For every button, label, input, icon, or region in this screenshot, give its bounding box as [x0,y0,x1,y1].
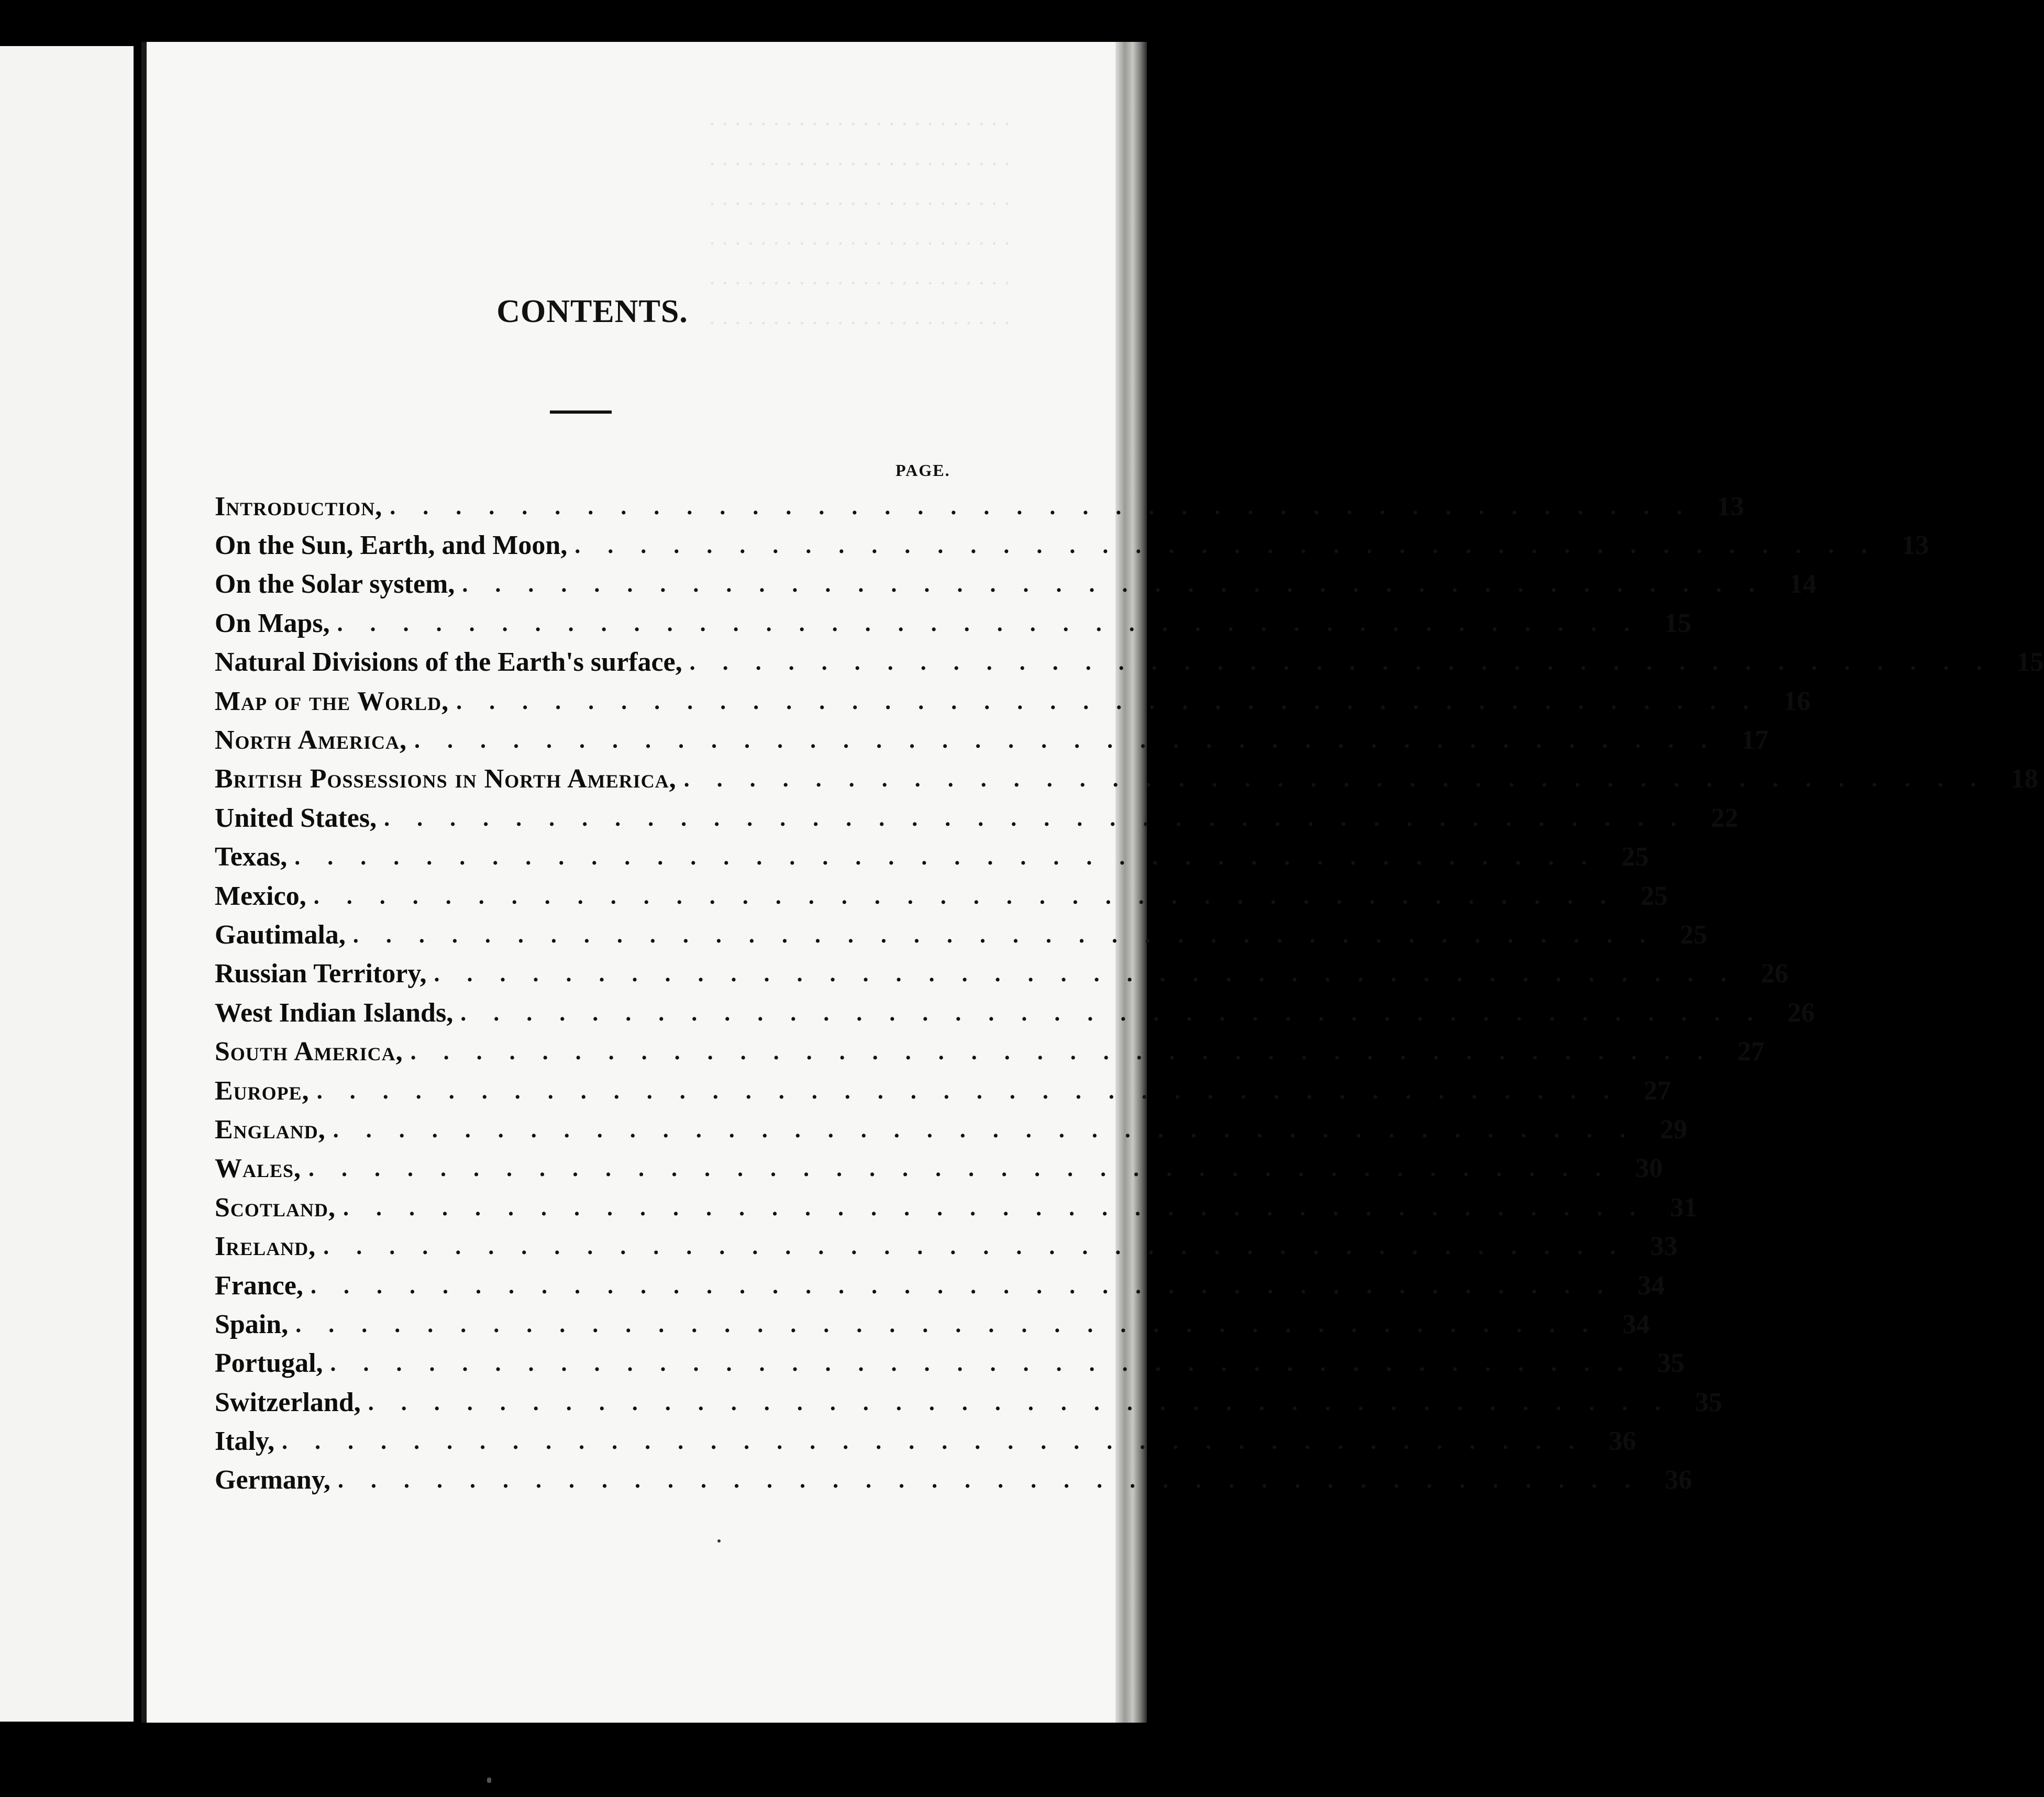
print-speck [717,1539,721,1543]
toc-leader-dots: ........................................ [414,727,1734,753]
toc-leader-dots: ........................................ [333,1116,1653,1142]
toc-entry-label: Wales, [215,1153,302,1184]
toc-page-number: 26 [1761,959,1788,989]
toc-leader-dots: ........................................ [689,649,2009,675]
toc-page-number: 15 [1664,608,1692,638]
toc-leader-dots: ........................................ [384,805,1704,831]
toc-entry [215,1071,1671,1110]
toc-entry-label: Introduction, [215,491,383,522]
page-title: CONTENTS. [496,294,688,329]
toc-entry-label: Map of the World, [215,686,449,716]
toc-entry-label: British Possessions in North America, [215,764,677,794]
toc-entry-label: Portugal, [215,1348,323,1379]
toc-entry [215,1032,1765,1071]
toc-leader-dots: ........................................ [295,1311,1616,1337]
toc-entry-label: Russian Territory, [215,959,427,989]
toc-entry-label: On the Solar system, [215,569,455,600]
toc-leader-dots: ........................................ [434,961,1754,987]
toc-entry-label: Mexico, [215,881,306,911]
toc-entry-label: Scotland, [215,1192,336,1223]
toc-entry-label: Italy, [215,1426,275,1457]
toc-entry-label: North America, [215,725,407,756]
toc-entry [215,643,2044,682]
toc-entry [215,1305,1650,1344]
toc-entry-label: Spain, [215,1309,289,1339]
toc-entry-label: France, [215,1270,303,1301]
toc-leader-dots: ........................................ [460,1000,1781,1026]
toc-page-number: 35 [1695,1387,1722,1417]
toc-leader-dots: ........................................ [390,493,1710,519]
print-speck [487,1778,491,1783]
toc-entry [215,1227,1678,1266]
toc-entry [215,526,1929,564]
toc-entry [215,1266,1665,1305]
toc-leader-dots: ........................................ [410,1039,1730,1065]
toc-page-number: 27 [1737,1037,1765,1067]
toc-entry [215,565,1817,604]
toc-page-number: 13 [1902,530,1929,561]
toc-entry-label: Texas, [215,842,288,872]
toc-entry [215,915,1707,954]
toc-leader-dots: ........................................ [574,533,1895,559]
toc-page-number: 36 [1609,1426,1637,1457]
toc-entry [215,487,1744,526]
toc-leader-dots: ........................................ [337,1467,1658,1493]
toc-entry [215,720,1769,759]
toc-entry-label: Gautimala, [215,919,346,950]
toc-leader-dots: ........................................ [282,1428,1602,1455]
toc-entry-label: Europe, [215,1075,310,1106]
toc-page-number: 27 [1643,1075,1671,1106]
toc-page-number: 16 [1783,686,1811,716]
toc-entry [215,798,1739,837]
toc-entry [215,955,1788,993]
toc-page-number: 15 [2016,647,2044,678]
toc-leader-dots: ........................................ [342,1194,1663,1221]
toc-leader-dots: ........................................ [316,1078,1637,1104]
toc-entry-label: Switzerland, [215,1387,361,1417]
toc-entry-label: Ireland, [215,1232,316,1262]
toc-entry [215,760,2038,798]
toc-entry [215,877,1668,915]
toc-entry-label: On Maps, [215,608,330,638]
toc-entry [215,993,1815,1032]
toc-leader-dots: ........................................ [308,1156,1629,1182]
toc-entry-label: South America, [215,1037,403,1067]
toc-leader-dots: ........................................ [313,883,1633,909]
title-rule [550,411,612,414]
toc-leader-dots: ........................................ [310,1272,1630,1299]
toc-page-number: 33 [1650,1232,1678,1262]
toc-entry [215,682,1811,720]
toc-entry-label: Germany, [215,1465,330,1495]
toc-entry [215,838,1649,877]
toc-page-number: 14 [1789,569,1817,600]
toc-page-number: 36 [1664,1465,1692,1495]
toc-page-number: 30 [1636,1153,1663,1184]
toc-leader-dots: ........................................ [462,571,1782,597]
toc-entry [215,1344,1685,1383]
toc-page-number: 34 [1637,1270,1665,1301]
toc-page-number: 18 [2010,764,2038,794]
toc-entry-label: On the Sun, Earth, and Moon, [215,530,568,561]
toc-leader-dots: ........................................ [352,922,1673,948]
toc-page-number: 34 [1622,1309,1650,1339]
toc-page-number: 35 [1657,1348,1685,1379]
toc-leader-dots: ........................................ [337,610,1657,636]
toc-page-number: 31 [1670,1192,1697,1223]
toc-page-number: 22 [1711,803,1739,833]
toc-leader-dots: ........................................ [368,1389,1688,1415]
toc-leader-dots: ........................................ [323,1234,1643,1260]
toc-page-number: 13 [1717,491,1744,522]
toc-page-number: 25 [1680,919,1707,950]
toc-leader-dots: ........................................ [330,1350,1650,1377]
toc-entry-label: West Indian Islands, [215,997,454,1028]
toc-entry [215,1188,1697,1227]
toc-page-number: 29 [1660,1114,1687,1145]
table-of-contents [215,487,2044,1500]
toc-entry [215,1149,1663,1188]
toc-entry [215,1422,1637,1460]
toc-page-number: 25 [1621,842,1649,872]
toc-leader-dots: ........................................ [294,844,1615,870]
toc-leader-dots: ........................................ [456,688,1776,714]
page-column-label: PAGE. [896,461,951,480]
toc-page-number: 26 [1787,997,1815,1028]
toc-entry-label: England, [215,1114,326,1145]
toc-entry [215,1383,1722,1422]
toc-entry [215,604,1692,642]
toc-leader-dots: ........................................ [683,766,2004,792]
toc-entry [215,1461,1692,1500]
toc-entry-label: Natural Divisions of the Earth's surface, [215,647,682,678]
toc-entry [215,1110,1687,1149]
toc-page-number: 17 [1741,725,1769,756]
toc-page-number: 25 [1640,881,1668,911]
toc-entry-label: United States, [215,803,377,833]
